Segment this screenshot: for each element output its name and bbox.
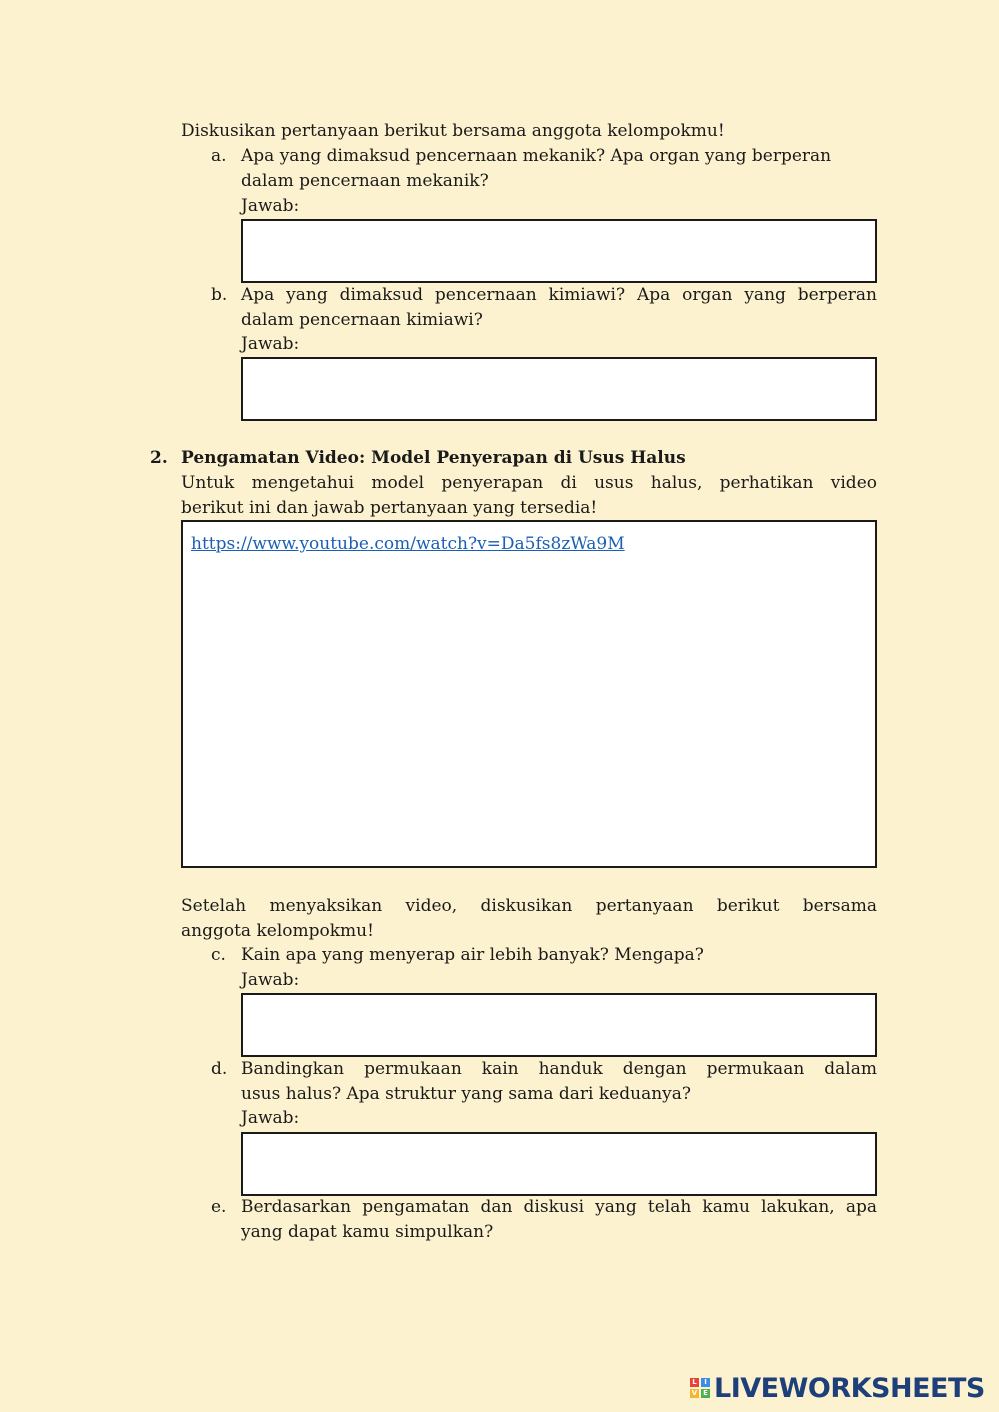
question-b-text-cont: dalam pencernaan kimiawi? [241,310,483,330]
section-desc-cont: berikut ini dan jawab pertanyaan yang tersedia! [181,498,598,518]
after-video-text-cont: anggota kelompokmu! [181,921,374,941]
liveworksheets-logo-text: LIVEWORKSHEETS [714,1372,985,1404]
answer-label-a: Jawab: [241,196,300,216]
question-d-text-cont: usus halus? Apa struktur yang sama dari keduanya? [241,1084,692,1104]
answer-box-d[interactable] [241,1132,877,1196]
answer-label-d: Jawab: [241,1108,300,1128]
logo-mark-letter: E [701,1389,710,1398]
logo-mark-letter: I [701,1378,710,1387]
question-d-text: Bandingkan permukaan kain handuk dengan permukaan dalam [241,1059,877,1079]
liveworksheets-logo [690,1370,985,1406]
after-video-text: Setelah menyaksikan video, diskusikan pertanyaan berikut bersama [181,896,877,916]
question-b-text: Apa yang dimaksud pencernaan kimiawi? Apa organ yang berperan [241,285,877,305]
question-c-marker: c. [211,945,226,965]
logo-mark-letter: V [691,1389,698,1397]
section-number: 2. [150,448,168,468]
liveworksheets-logo-mark [690,1378,710,1398]
question-a-text-cont: dalam pencernaan mekanik? [241,171,489,191]
answer-box-b[interactable] [241,357,877,421]
section-title: Pengamatan Video: Model Penyerapan di Usus Halus [181,448,686,468]
answer-box-a[interactable] [241,219,877,283]
answer-label-c: Jawab: [241,970,300,990]
answer-label-b: Jawab: [241,334,300,354]
video-box[interactable] [181,520,877,868]
answer-box-c[interactable] [241,993,877,1057]
section-desc: Untuk mengetahui model penyerapan di usus halus, perhatikan video [181,473,877,493]
question-d-marker: d. [211,1059,228,1079]
question-e-text: Berdasarkan pengamatan dan diskusi yang telah kamu lakukan, apa [241,1197,877,1217]
question-c-text: Kain apa yang menyerap air lebih banyak? Mengapa? [241,945,704,965]
logo-mark-letter: L [690,1378,699,1387]
question-b-marker: b. [211,285,228,305]
question-e-marker: e. [211,1197,227,1217]
question-e-text-cont: yang dapat kamu simpulkan? [241,1222,494,1242]
question-a-text: Apa yang dimaksud pencernaan mekanik? Apa organ yang berperan [241,146,832,166]
video-link[interactable]: https://www.youtube.com/watch?v=Da5fs8zWa9M [191,534,625,554]
question-a-marker: a. [211,146,227,166]
intro-text: Diskusikan pertanyaan berikut bersama anggota kelompokmu! [181,121,725,141]
